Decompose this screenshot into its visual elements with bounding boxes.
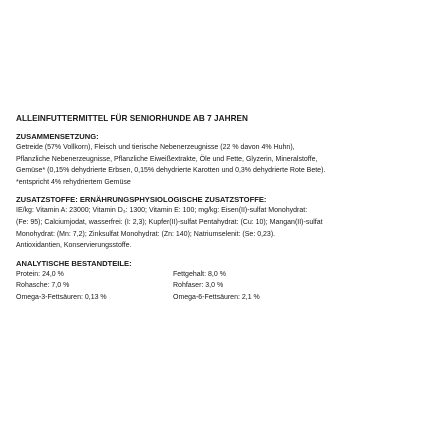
additives-line: (Fe: 95); Calciumjodat, wasserfrei: (I: 2,3); Kupfer(II)-sulfat Pentahydrat: (Cu: 10); Mangan(II)-sulfat (16, 218, 323, 226)
composition-line: Getreide (57% Vollkorn), Fleisch und tierische Nebenerzeugnisse (22 % davon 4% Huhn), (16, 144, 295, 151)
composition-footnote: *entspricht 4% rehydriertem Gemüse (16, 178, 131, 186)
composition-section (16, 131, 428, 188)
composition-line: Pflanzliche Nebenerzeugnisse, Pflanzliche Eiweißextrakte, Öle und Fette, Glyzerin, Mineralstoffe, (16, 155, 318, 163)
additives-section (16, 194, 428, 251)
feed-label-panel (16, 113, 428, 310)
additives-heading: ZUSATZSTOFFE: ERNÄHRUNGSPHYSIOLOGISCHE ZUSATZSTOFFE: (16, 195, 267, 205)
analysis-item-fibre: Rohfaser: 3,0 % (173, 282, 224, 290)
analysis-section (16, 258, 428, 304)
analysis-item-ash: Rohasche: 7,0 % (16, 282, 70, 290)
additives-line: Antioxidantien, Konservierungsstoffe. (16, 242, 132, 250)
additives-line: Monohydrat: (Mn: 7,2); Zinksulfat Monohydrat: (Zn: 140); Natriumselenit: (Se: 0,23). (16, 230, 276, 238)
analysis-item-protein: Protein: 24,0 % (16, 270, 64, 278)
additives-line: IE/kg: Vitamin A: 23000; Vitamin D₃: 1300; Vitamin E: 100; mg/kg: Eisen(II)-sulfat Monohydrat: (16, 207, 308, 215)
label-title: ALLEINFUTTERMITTEL FÜR SENIORHUNDE AB 7 JAHREN (16, 114, 249, 123)
composition-line: Gemüse* (0,15% dehydrierte Erbsen, 0,15% dehydrierte Karotten und 0,3% dehydrierte Rote Bete). (16, 167, 326, 175)
analysis-item-fat: Fettgehalt: 8,0 % (173, 270, 226, 278)
analysis-grid (16, 269, 428, 304)
analysis-item-omega6: Omega-6-Fettsäuren: 2,1 % (173, 293, 260, 301)
analysis-heading: ANALYTISCHE BESTANDTEILE: (16, 258, 132, 268)
composition-heading: ZUSAMMENSETZUNG: (16, 132, 99, 141)
analysis-item-omega3: Omega-3-Fettsäuren: 0,13 % (16, 293, 107, 301)
